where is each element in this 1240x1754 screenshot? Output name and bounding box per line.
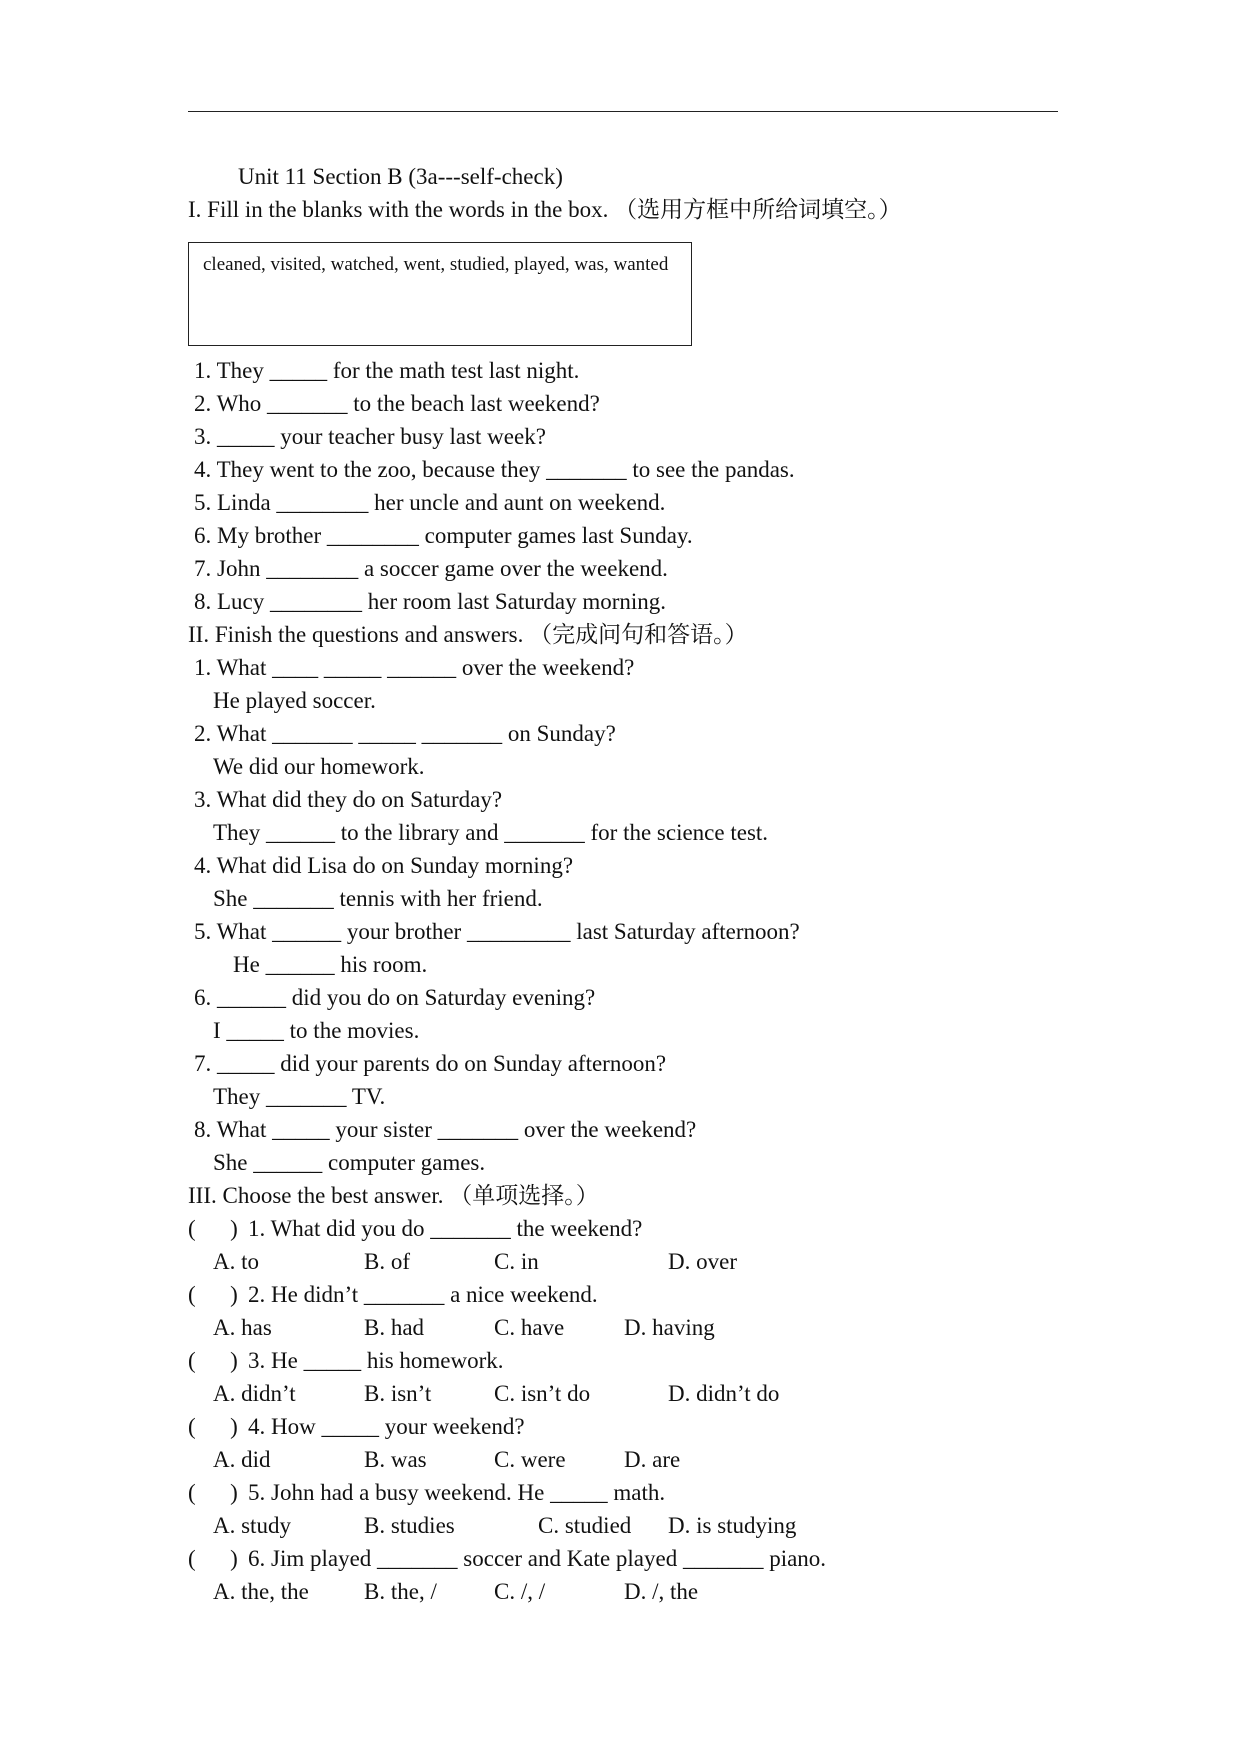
s2-answer-8: She ______ computer games. <box>213 1150 486 1175</box>
option-b: B. was <box>364 1447 427 1472</box>
mc-question-text: 2. He didn’t _______ a nice weekend. <box>248 1282 598 1307</box>
option-b: B. isn’t <box>364 1381 432 1406</box>
option-b: B. had <box>364 1315 425 1340</box>
section-1-heading: I. Fill in the blanks with the words in the box. （选用方框中所给词填空。） <box>188 197 902 222</box>
s2-question-4: 4. What did Lisa do on Sunday morning? <box>194 853 574 878</box>
option-c: C. isn’t do <box>494 1381 591 1406</box>
option-a: A. study <box>213 1513 291 1538</box>
mc-question-2 <box>188 1278 1088 1311</box>
mc-options-2 <box>188 1311 1088 1344</box>
mc-question-3 <box>188 1344 1088 1377</box>
s1-item-4: 4. They went to the zoo, because they _______ to see the pandas. <box>194 457 795 482</box>
answer-paren: ( ) <box>188 1216 238 1241</box>
option-a: A. did <box>213 1447 271 1472</box>
option-d: D. /, the <box>624 1579 699 1604</box>
mc-question-text: 6. Jim played _______ soccer and Kate played _______ piano. <box>248 1546 827 1571</box>
mc-options-5 <box>188 1509 1088 1542</box>
option-c: C. have <box>494 1315 565 1340</box>
answer-paren: ( ) <box>188 1414 238 1439</box>
s2-answer-3: They ______ to the library and _______ for the science test. <box>213 820 769 845</box>
s1-item-8: 8. Lucy ________ her room last Saturday morning. <box>194 589 667 614</box>
answer-paren: ( ) <box>188 1480 238 1505</box>
option-c: C. in <box>494 1249 539 1274</box>
s2-question-3: 3. What did they do on Saturday? <box>194 787 503 812</box>
s2-question-2: 2. What _______ _____ _______ on Sunday? <box>194 721 616 746</box>
s1-item-3: 3. _____ your teacher busy last week? <box>194 424 546 449</box>
option-d: D. over <box>668 1249 737 1274</box>
mc-question-5 <box>188 1476 1088 1509</box>
word-box: cleaned, visited, watched, went, studied, played, was, wanted <box>188 242 692 346</box>
option-b: B. of <box>364 1249 410 1274</box>
s1-item-7: 7. John ________ a soccer game over the weekend. <box>194 556 668 581</box>
s2-question-6: 6. ______ did you do on Saturday evening? <box>194 985 596 1010</box>
s1-item-2: 2. Who _______ to the beach last weekend? <box>194 391 600 416</box>
answer-paren: ( ) <box>188 1546 238 1571</box>
s2-answer-2: We did our homework. <box>213 754 425 779</box>
section-2-heading: II. Finish the questions and answers. （完成问句和答语。） <box>188 622 748 647</box>
s2-answer-4: She _______ tennis with her friend. <box>213 886 543 911</box>
answer-paren: ( ) <box>188 1348 238 1373</box>
mc-question-text: 4. How _____ your weekend? <box>248 1414 525 1439</box>
page-title: Unit 11 Section B (3a---self-check) <box>238 164 563 189</box>
s2-answer-6: I _____ to the movies. <box>213 1018 420 1043</box>
s2-answer-7: They _______ TV. <box>213 1084 386 1109</box>
s2-answer-1: He played soccer. <box>213 688 376 713</box>
mc-question-4 <box>188 1410 1088 1443</box>
option-c: C. /, / <box>494 1579 546 1604</box>
option-a: A. to <box>213 1249 259 1274</box>
option-d: D. having <box>624 1315 715 1340</box>
mc-question-text: 5. John had a busy weekend. He _____ math. <box>248 1480 666 1505</box>
mc-question-6 <box>188 1542 1088 1575</box>
s1-item-5: 5. Linda ________ her uncle and aunt on weekend. <box>194 490 666 515</box>
mc-options-4 <box>188 1443 1088 1476</box>
option-d: D. are <box>624 1447 681 1472</box>
option-b: B. the, / <box>364 1579 437 1604</box>
s2-question-7: 7. _____ did your parents do on Sunday afternoon? <box>194 1051 667 1076</box>
header-rule <box>188 111 1058 112</box>
option-d: D. is studying <box>668 1513 797 1538</box>
mc-question-text: 3. He _____ his homework. <box>248 1348 504 1373</box>
option-c: C. studied <box>538 1513 632 1538</box>
worksheet <box>188 160 1088 1608</box>
answer-paren: ( ) <box>188 1282 238 1307</box>
s1-item-1: 1. They _____ for the math test last night. <box>194 358 580 383</box>
section-3-heading: III. Choose the best answer. （单项选择。） <box>188 1183 599 1208</box>
s2-question-1: 1. What ____ _____ ______ over the weekend? <box>194 655 635 680</box>
mc-options-1 <box>188 1245 1088 1278</box>
mc-question-text: 1. What did you do _______ the weekend? <box>248 1216 643 1241</box>
option-a: A. has <box>213 1315 272 1340</box>
option-a: A. didn’t <box>213 1381 296 1406</box>
option-b: B. studies <box>364 1513 455 1538</box>
s1-item-6: 6. My brother ________ computer games last Sunday. <box>194 523 693 548</box>
s2-question-8: 8. What _____ your sister _______ over the weekend? <box>194 1117 697 1142</box>
mc-options-3 <box>188 1377 1088 1410</box>
s2-answer-5: He ______ his room. <box>233 952 428 977</box>
mc-options-6 <box>188 1575 1088 1608</box>
option-d: D. didn’t do <box>668 1381 780 1406</box>
option-a: A. the, the <box>213 1579 309 1604</box>
s2-question-5: 5. What ______ your brother _________ last Saturday afternoon? <box>194 919 800 944</box>
mc-question-1 <box>188 1212 1088 1245</box>
option-c: C. were <box>494 1447 566 1472</box>
